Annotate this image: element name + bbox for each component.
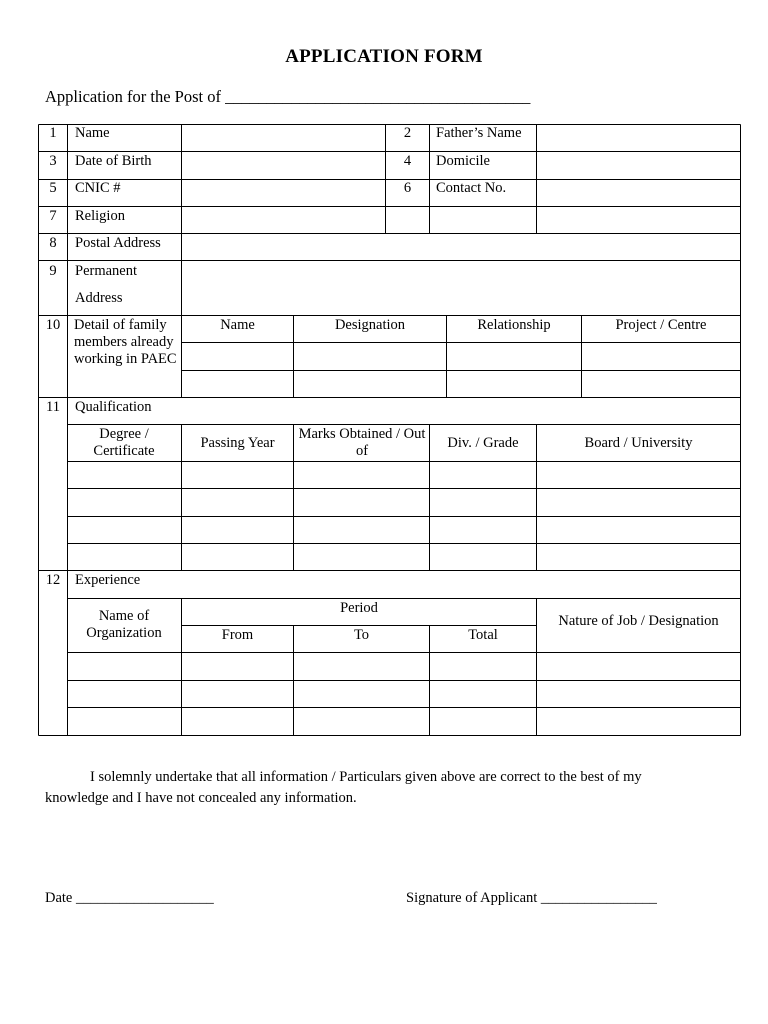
qualification-label: Qualification — [75, 399, 152, 415]
row-number-2: 2 — [403, 125, 412, 141]
row-number-9: 9 — [49, 263, 57, 279]
row-number-1: 1 — [49, 125, 57, 141]
contact-no-label: Contact No. — [436, 180, 507, 196]
experience-label: Experience — [75, 572, 141, 588]
qual-col-board: Board / University — [584, 435, 693, 451]
exp-col-total: Total — [468, 627, 498, 643]
permanent-address-label-line2: Address — [75, 290, 123, 306]
permanent-address-label-line1: Permanent — [75, 263, 138, 279]
domicile-label: Domicile — [436, 153, 490, 169]
exp-col-from: From — [221, 627, 254, 643]
signature-line[interactable]: Signature of Applicant ________________ — [406, 890, 657, 906]
family-members-label: Detail of family members already working in PAEC — [74, 317, 177, 367]
family-col-name: Name — [220, 317, 255, 333]
qual-col-degree: Degree / Certificate — [93, 426, 155, 459]
row-number-6: 6 — [403, 180, 412, 196]
date-of-birth-label: Date of Birth — [75, 153, 152, 169]
row-number-7: 7 — [49, 208, 57, 224]
exp-col-organization: Name of Organization — [86, 608, 162, 641]
family-col-relationship: Relationship — [477, 317, 551, 333]
row-number-8: 8 — [49, 235, 57, 251]
form-title: APPLICATION FORM — [285, 46, 483, 67]
row-number-4: 4 — [403, 153, 412, 169]
declaration-paragraph — [45, 767, 685, 809]
qual-col-marks: Marks Obtained / Out of — [298, 426, 426, 459]
row-number-12: 12 — [45, 572, 61, 588]
exp-col-period: Period — [340, 600, 378, 616]
date-line[interactable]: Date ___________________ — [45, 890, 214, 906]
family-col-designation: Designation — [334, 317, 406, 333]
fathers-name-label: Father’s Name — [436, 125, 522, 141]
row-number-11: 11 — [46, 399, 60, 415]
post-applied-line[interactable]: Application for the Post of _____________________________________ — [45, 87, 531, 106]
qual-col-passing-year: Passing Year — [200, 435, 275, 451]
name-label: Name — [75, 125, 110, 141]
row-number-10: 10 — [45, 317, 61, 333]
exp-col-nature-of-job: Nature of Job / Designation — [558, 613, 719, 629]
qual-col-div-grade: Div. / Grade — [447, 435, 519, 451]
cnic-label: CNIC # — [75, 180, 121, 196]
family-col-project-centre: Project / Centre — [615, 317, 707, 333]
row-number-3: 3 — [49, 153, 57, 169]
exp-col-to: To — [353, 627, 370, 643]
row-number-5: 5 — [49, 180, 57, 196]
declaration-text: I solemnly undertake that all information / Particulars given above are correct to the best of my knowledge and I have not concealed any information. — [45, 769, 642, 806]
postal-address-label: Postal Address — [75, 235, 161, 251]
religion-label: Religion — [75, 208, 125, 224]
